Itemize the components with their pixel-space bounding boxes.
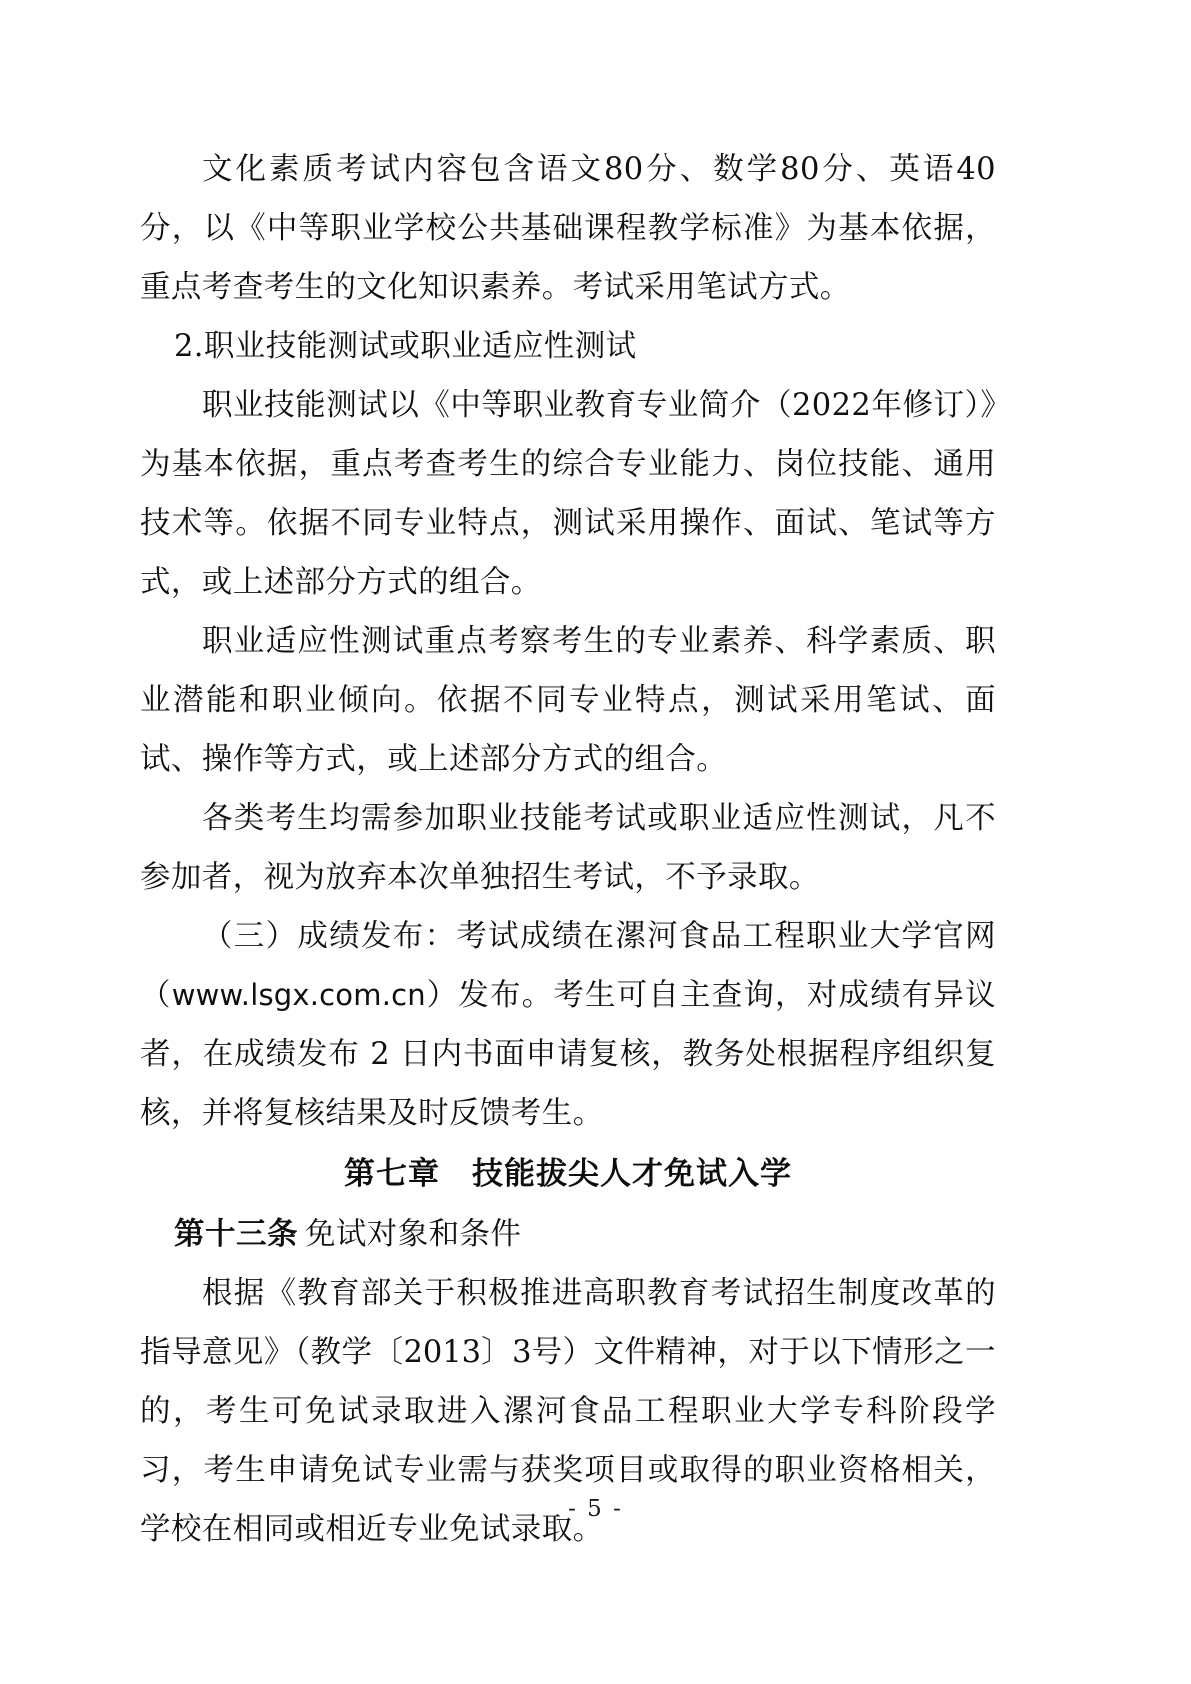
paragraph-results-publication (140, 907, 996, 1143)
chapter-heading-7: 第七章 技能拔尖人才免试入学 (344, 1156, 792, 1192)
article-number-label: 第十三条 (174, 1216, 298, 1252)
doc-number-unit: 号 (531, 1335, 563, 1370)
exemption-basis-part1: 根据《教育部关于积极推进高职教育考试招生制度改革的指导意见》（教学 (140, 1276, 996, 1370)
doc-number-year: 2013 (403, 1335, 482, 1370)
page-number-footer: - 5 - (568, 1496, 623, 1522)
doc-number-sequence: 3 (512, 1335, 532, 1370)
paragraph-item-2-heading: 2.职业技能测试或职业适应性测试 (174, 329, 637, 364)
results-prefix-text: （三）成绩发布：考试成绩在漯河食品工程职业大学官网（ (140, 919, 996, 1013)
article-title-text: 免试对象和条件 (305, 1217, 522, 1252)
page-content (140, 140, 996, 1559)
paragraph-culture-exam: 文化素质考试内容包含语文80分、数学80分、英语40分，以《中等职业学校公共基础课程教学标准》为基本依据，重点考查考生的文化知识素养。考试采用笔试方式。 (140, 152, 996, 305)
results-middle-text: ）发布。考生可自主查询，对成绩有异议者，在成绩发布 (140, 978, 997, 1072)
paragraph-aptitude-test: 职业适应性测试重点考察考生的专业素养、科学素质、职业潜能和职业倾向。依据不同专业特点，测试采用笔试、面试、操作等方式，或上述部分方式的组合。 (140, 624, 996, 777)
doc-number-close-bracket: 〕 (481, 1335, 513, 1370)
results-suffix-text: 日内书面申请复核，教务处根据程序组织复核，并将复核结果及时反馈考生。 (140, 1037, 996, 1131)
exemption-basis-part2: ）文件精神，对于以下情形之一的，考生可免试录取进入漯河食品工程职业大学专科阶段学习，考生申请免试专业需与获奖项目或取得的职业资格相关，学校在相同或相近专业免试录取。 (140, 1335, 996, 1547)
official-website-url: www.lsgx.com.cn (171, 978, 426, 1012)
paragraph-skill-test: 职业技能测试以《中等职业教育专业简介（2022年修订）》为基本依据，重点考查考生的综合专业能力、岗位技能、通用技术等。依据不同专业特点，测试采用操作、面试、笔试等方式，或上述部分方式的组合。 (140, 388, 996, 600)
article-heading-13 (140, 1205, 996, 1264)
paragraph-attendance-required: 各类考生均需参加职业技能考试或职业适应性测试，凡不参加者，视为放弃本次单独招生考试，不予录取。 (140, 801, 996, 895)
doc-number-open-bracket: 〔 (372, 1335, 404, 1370)
review-window-days: 2 (370, 1037, 390, 1072)
